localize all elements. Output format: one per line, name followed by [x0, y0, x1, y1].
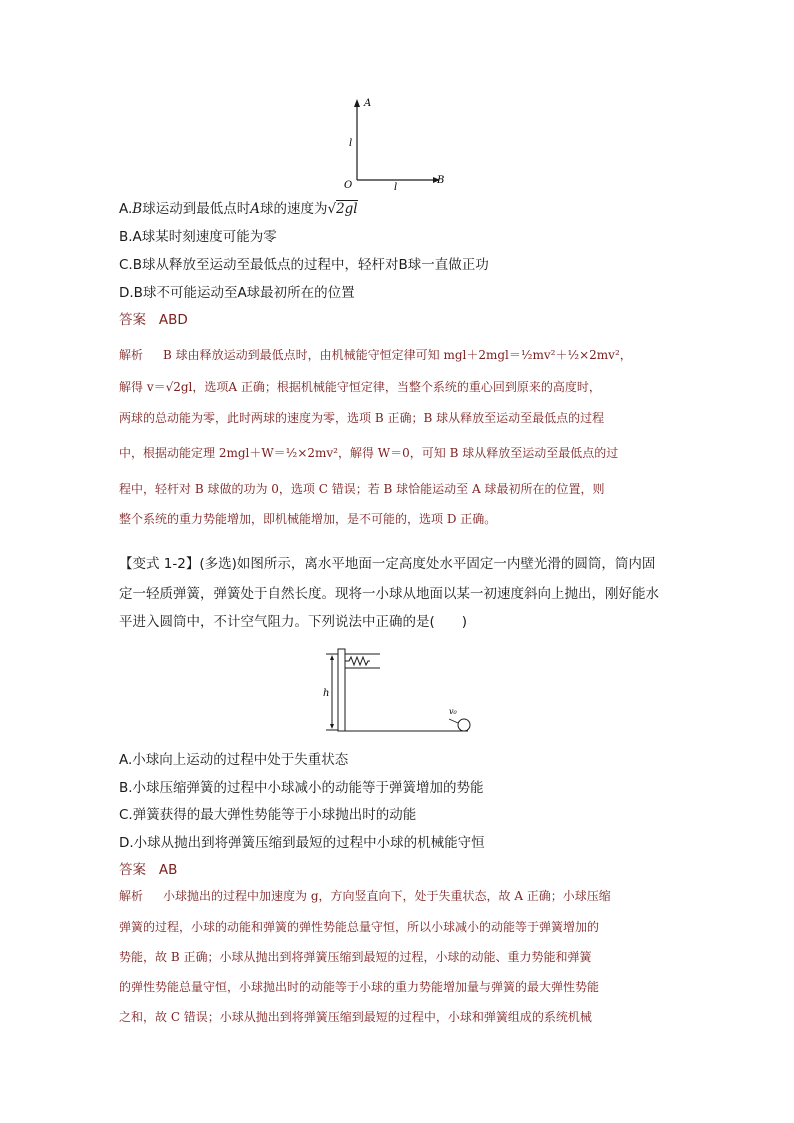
q2-answer-value: AB	[158, 862, 178, 878]
q1-analysis-line-2: 解得 v＝√2gl，选项A 正确；根据机械能守恒定律，当整个系统的重心回到原来的高度时，	[119, 380, 601, 394]
q1-analysis-line-1: B 球由释放运动到最低点时，由机械能守恒定律可知 mgl＋2mgl＝½mv²＋½×2mv²，	[163, 348, 632, 362]
label-a: A	[364, 98, 372, 109]
height-arrow-up	[330, 655, 334, 660]
q1-option-c: C.B球从释放至运动至最低点的过程中，轻杆对B球一直做正功	[119, 257, 489, 273]
q1-answer-value: ABD	[158, 312, 188, 328]
q1-analysis-line-3: 两球的总动能为零，此时两球的速度为零，选项 B 正确；B 球从释放至运动至最低点的过程	[119, 411, 605, 425]
q2-option-a: A.小球向上运动的过程中处于失重状态	[119, 752, 349, 768]
label-b: B	[437, 175, 445, 186]
label-l-horizontal: l	[394, 182, 398, 193]
q1-answer-label: 答案	[119, 312, 146, 328]
height-arrow-down	[330, 724, 334, 729]
q2-tag: 【变式 1-2】	[119, 556, 200, 572]
velocity-marker	[449, 719, 458, 723]
q2-option-c: C.弹簧获得的最大弹性势能等于小球抛出时的动能	[119, 807, 417, 823]
label-l-vertical: l	[349, 138, 353, 149]
q2-option-b: B.小球压缩弹簧的过程中小球减小的动能等于弹簧增加的势能	[119, 780, 484, 796]
q2-option-d: D.小球从抛出到将弹簧压缩到最短的过程中小球的机械能守恒	[119, 835, 485, 851]
wall	[338, 649, 345, 731]
q2-stem-line-3: 平进入圆筒中，不计空气阻力。下列说法中正确的是( )	[119, 614, 468, 630]
q2-answer-label: 答案	[119, 862, 146, 878]
label-o: O	[344, 180, 353, 191]
q2-answer	[119, 860, 177, 880]
label-h: h	[323, 688, 330, 699]
q2-analysis-line-4: 的弹性势能总量守恒，小球抛出时的动能等于小球的重力势能增加量与弹簧的最大弹性势能	[119, 980, 600, 994]
q1-answer	[119, 310, 188, 330]
ball	[458, 719, 470, 731]
spring-cylinder-diagram	[318, 646, 478, 738]
q2-analysis-line-5: 之和，故 C 错误；小球从抛出到将弹簧压缩到最短的过程中，小球和弹簧组成的系统机械	[119, 1010, 592, 1024]
q2-analysis-line-3: 势能，故 B 正确；小球从抛出到将弹簧压缩到最短的过程，小球的动能、重力势能和弹簧	[119, 950, 592, 964]
spring	[345, 657, 370, 665]
q1-option-a: A.B球运动到最低点时A球的速度为√2gl	[119, 201, 358, 217]
rod-diagram	[340, 94, 460, 194]
q1-analysis-line-5: 程中，轻杆对 B 球做的功为 0，选项 C 错误；若 B 球恰能运动至 A 球最初所在的位置，则	[119, 482, 605, 496]
q1-analysis-line-4: 中，根据动能定理 2mgl＋W＝½×2mv²，解得 W＝0，可知 B 球从释放至运动至最低点的过	[119, 446, 619, 460]
label-v0: v₀	[449, 707, 457, 716]
q2-analysis-line-1: 小球抛出的过程中加速度为 g，方向竖直向下，处于失重状态，故 A 正确；小球压缩	[163, 889, 611, 903]
q1-option-b: B.A球某时刻速度可能为零	[119, 229, 277, 245]
q1-analysis-label: 解析	[119, 348, 144, 362]
q2-stem-line-2: 定一轻质弹簧，弹簧处于自然长度。现将一小球从地面以某一初速度斜向上抛出，刚好能水	[119, 586, 659, 602]
q1-analysis-line-6: 整个系统的重力势能增加，即机械能增加，是不可能的，选项 D 正确。	[119, 512, 497, 526]
q2-analysis-line-2: 弹簧的过程，小球的动能和弹簧的弹性势能总量守恒，所以小球减小的动能等于弹簧增加的	[119, 920, 600, 934]
q2-analysis-label: 解析	[119, 889, 144, 903]
q1-option-d: D.B球不可能运动至A球最初所在的位置	[119, 285, 355, 301]
q2-stem-line-1: 【变式 1-2】(多选)如图所示，离水平地面一定高度处水平固定一内壁光滑的圆筒，筒内固	[119, 556, 656, 572]
